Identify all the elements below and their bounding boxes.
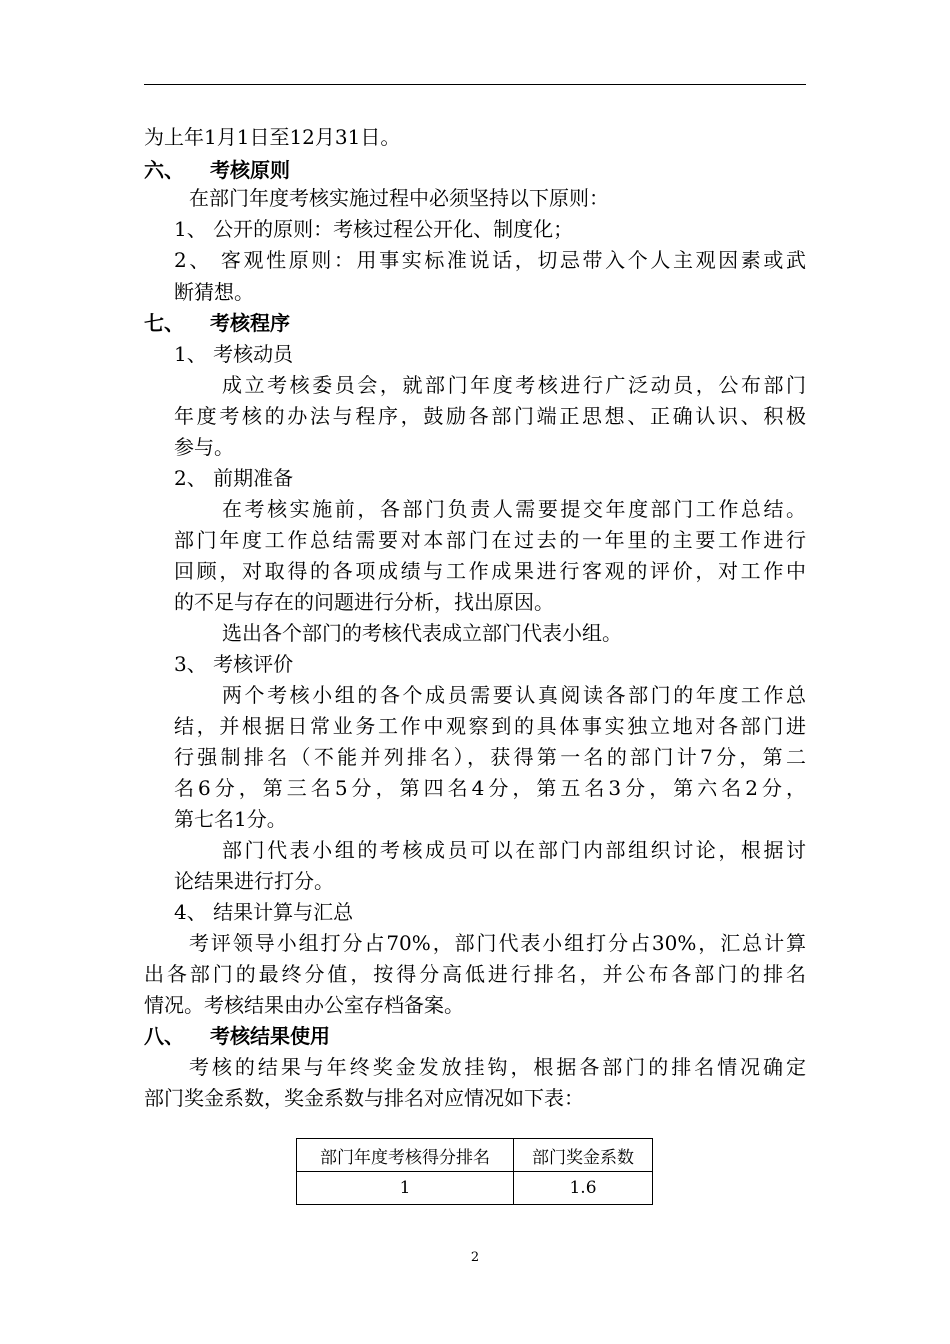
paragraph-line: 考评领导小组打分占70%，部门代表小组打分占30%，汇总计算 — [189, 931, 806, 955]
table-header-cell: 部门年度考核得分排名 — [297, 1139, 514, 1172]
subheading: 4、 结果计算与汇总 — [174, 900, 354, 924]
table-header-cell: 部门奖金系数 — [514, 1139, 653, 1172]
paragraph-line: 论结果进行打分。 — [174, 869, 334, 893]
header-rule — [144, 84, 806, 85]
list-item: 2、 客观性原则：用事实标准说话，切忌带入个人主观因素或武 — [174, 248, 806, 272]
heading-number: 八、 — [144, 1024, 184, 1048]
paragraph-line: 两个考核小组的各个成员需要认真阅读各部门的年度工作总 — [222, 683, 806, 707]
paragraph-line: 部门代表小组的考核成员可以在部门内部组织讨论，根据讨 — [222, 838, 806, 862]
subheading: 2、 前期准备 — [174, 466, 294, 490]
paragraph-line: 为上年1月1日至12月31日。 — [144, 125, 401, 149]
paragraph-line: 结，并根据日常业务工作中观察到的具体事实独立地对各部门进 — [174, 714, 806, 738]
paragraph-line: 情况。考核结果由办公室存档备案。 — [144, 993, 464, 1017]
paragraph-line: 考核的结果与年终奖金发放挂钩，根据各部门的排名情况确定 — [189, 1055, 806, 1079]
subheading: 1、 考核动员 — [174, 342, 294, 366]
heading-number: 六、 — [144, 158, 184, 182]
paragraph-line: 第七名1分。 — [174, 807, 287, 831]
section-heading-8 — [144, 1024, 330, 1048]
paragraph-line: 行强制排名（不能并列排名），获得第一名的部门计7分，第二 — [174, 745, 806, 769]
paragraph-line: 名6分，第三名5分，第四名4分，第五名3分，第六名2分， — [174, 776, 806, 800]
table-cell: 1 — [297, 1172, 514, 1205]
table-row — [297, 1172, 653, 1205]
table-header-row — [297, 1139, 653, 1172]
section-heading-6 — [144, 158, 290, 182]
paragraph-line: 在考核实施前，各部门负责人需要提交年度部门工作总结。 — [222, 497, 806, 521]
list-item: 1、 公开的原则：考核过程公开化、制度化； — [174, 217, 574, 241]
heading-number: 七、 — [144, 311, 184, 335]
paragraph-line: 在部门年度考核实施过程中必须坚持以下原则： — [189, 186, 609, 210]
heading-title: 考核原则 — [210, 158, 290, 182]
paragraph-line: 部门年度工作总结需要对本部门在过去的一年里的主要工作进行 — [174, 528, 806, 552]
paragraph-line: 参与。 — [174, 435, 234, 459]
bonus-coefficient-table — [296, 1138, 653, 1205]
paragraph-line: 成立考核委员会，就部门年度考核进行广泛动员，公布部门 — [222, 373, 806, 397]
paragraph-line: 的不足与存在的问题进行分析，找出原因。 — [174, 590, 554, 614]
table-cell: 1.6 — [514, 1172, 653, 1205]
list-item-continuation: 断猜想。 — [174, 280, 254, 304]
heading-title: 考核结果使用 — [210, 1024, 330, 1048]
paragraph-line: 回顾，对取得的各项成绩与工作成果进行客观的评价，对工作中 — [174, 559, 806, 583]
paragraph-line: 出各部门的最终分值，按得分高低进行排名，并公布各部门的排名 — [144, 962, 806, 986]
paragraph-line: 部门奖金系数，奖金系数与排名对应情况如下表： — [144, 1086, 584, 1110]
heading-title: 考核程序 — [210, 311, 290, 335]
section-heading-7 — [144, 311, 290, 335]
paragraph-line: 年度考核的办法与程序，鼓励各部门端正思想、正确认识、积极 — [174, 404, 806, 428]
page-number: 2 — [470, 1250, 480, 1265]
subheading: 3、 考核评价 — [174, 652, 294, 676]
paragraph-line: 选出各个部门的考核代表成立部门代表小组。 — [222, 621, 622, 645]
